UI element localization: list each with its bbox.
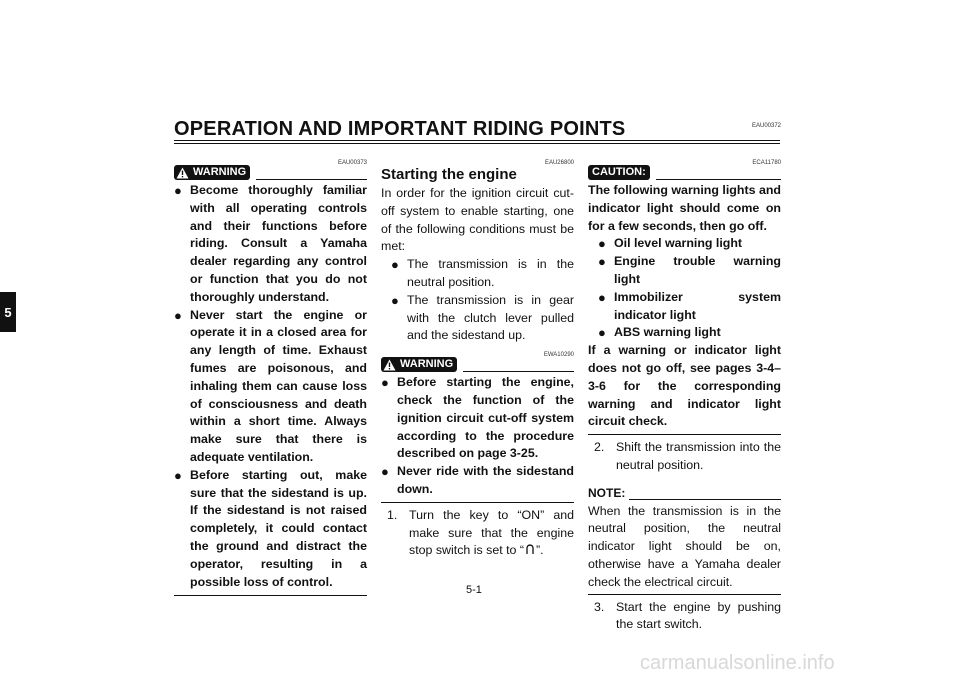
bullet-icon: ●: [174, 183, 182, 198]
warning-header: [174, 165, 367, 180]
caution-intro: The following warning lights and indicator light should come on for a few seconds, then go off.: [588, 183, 781, 233]
bullet-icon: ●: [598, 325, 606, 341]
column-1: [174, 155, 367, 596]
column-2: [381, 155, 574, 560]
bullet-icon: ●: [391, 292, 399, 308]
condition-item: ● The transmission is in gear with the clutch lever pulled and the sidestand up.: [391, 292, 574, 345]
light-item: ● Oil level warning light: [598, 236, 743, 252]
warning-bullet: ● Never ride with the sidestand down.: [381, 463, 574, 499]
warning-bullet: ● Before starting out, make sure that the sidestand is up. If the sidestand is not raised completely, it could contact the ground and distract the operator, resulting in a possible loss of control.: [174, 467, 367, 592]
note-label: NOTE:: [588, 485, 626, 500]
note-header: [588, 485, 781, 503]
note-text: When the transmission is in the neutral position, the neutral indicator light should be on, otherwise have a Yamaha dealer check the electrical circuit.: [588, 503, 781, 589]
light-item: ● Engine trouble warning light: [598, 253, 781, 289]
condition-item: ● The transmission is in the neutral position.: [391, 256, 574, 292]
column-2-code: EAU26800: [544, 160, 574, 166]
title-rule-thin: [174, 143, 780, 144]
engine-stop-switch-icon: [524, 543, 536, 555]
title-rule: [174, 140, 780, 141]
warning-bullet: ● Before starting the engine, check the function of the ignition circuit cut-off system according to the procedure described on page 3-25.: [381, 374, 574, 463]
bullet-icon: ●: [391, 257, 399, 273]
bullet-icon: ●: [381, 375, 389, 391]
warning-rule: [256, 165, 367, 180]
warning-triangle-icon: [383, 359, 396, 371]
chapter-tab: 5: [0, 292, 16, 332]
column-3: [588, 155, 781, 634]
note-rule: [629, 489, 781, 500]
warning-code: EWA10290: [543, 352, 574, 359]
step-3: 3. Start the engine by pushing the start switch.: [594, 599, 781, 632]
step-1: 1. Turn the key to “ON” and make sure that the engine stop switch is set to “ ”.: [387, 507, 574, 558]
bullet-icon: ●: [598, 254, 606, 270]
section-code: EAU00372: [752, 123, 782, 129]
warning-triangle-icon: [176, 167, 189, 179]
caution-outro: If a warning or indicator light does not go off, see pages 3-4–3-6 for the corresponding warning and indicator light circuit check.: [588, 343, 781, 429]
step-2: 2. Shift the transmission into the neutral position.: [594, 440, 781, 472]
bullet-icon: ●: [598, 236, 606, 252]
column-3-code: ECA11780: [752, 160, 781, 166]
page-number: 5-1: [466, 584, 482, 596]
warning-header: [381, 357, 574, 372]
caution-rule: [656, 165, 781, 180]
bullet-icon: ●: [174, 307, 182, 323]
caution-header: [588, 165, 781, 180]
warning-bullet: ● Never start the engine or operate it in a closed area for any length of time. Exhaust fumes are poisonous, and inhaling them can cause loss of consciousness and death within a short time. Always make sure that there is adequate ventilation.: [174, 307, 367, 467]
warning-end-rule: [381, 502, 574, 503]
bullet-icon: ●: [174, 467, 182, 483]
column-1-code: EAU00373: [337, 160, 367, 166]
bullet-icon: ●: [381, 464, 389, 480]
section-heading: Starting the engine: [381, 166, 517, 183]
warning-end-rule: [174, 595, 367, 596]
light-item: ● ABS warning light: [598, 325, 721, 341]
warning-label: WARNING: [193, 165, 247, 178]
warning-label: WARNING: [400, 357, 454, 370]
warning-bullet: ● Become thoroughly familiar with all operating controls and their functions before riding. Consult a Yamaha dealer regarding any control or function that you do not thoroughly understand.: [174, 182, 367, 307]
note-end-rule: [588, 594, 781, 595]
bullet-icon: ●: [598, 289, 606, 305]
intro-paragraph: In order for the ignition circuit cut-off system to enable starting, one of the following conditions must be met:: [381, 186, 574, 254]
page-title: OPERATION AND IMPORTANT RIDING POINTS: [174, 118, 626, 140]
caution-end-rule: [588, 434, 781, 435]
light-item: ● Immobilizer system indicator light: [598, 289, 781, 325]
warning-rule: [463, 357, 574, 372]
warning-badge: [174, 165, 250, 180]
caution-badge: CAUTION:: [588, 165, 650, 180]
warning-badge: [381, 357, 457, 372]
watermark: carmanualsonline.info: [640, 652, 835, 674]
